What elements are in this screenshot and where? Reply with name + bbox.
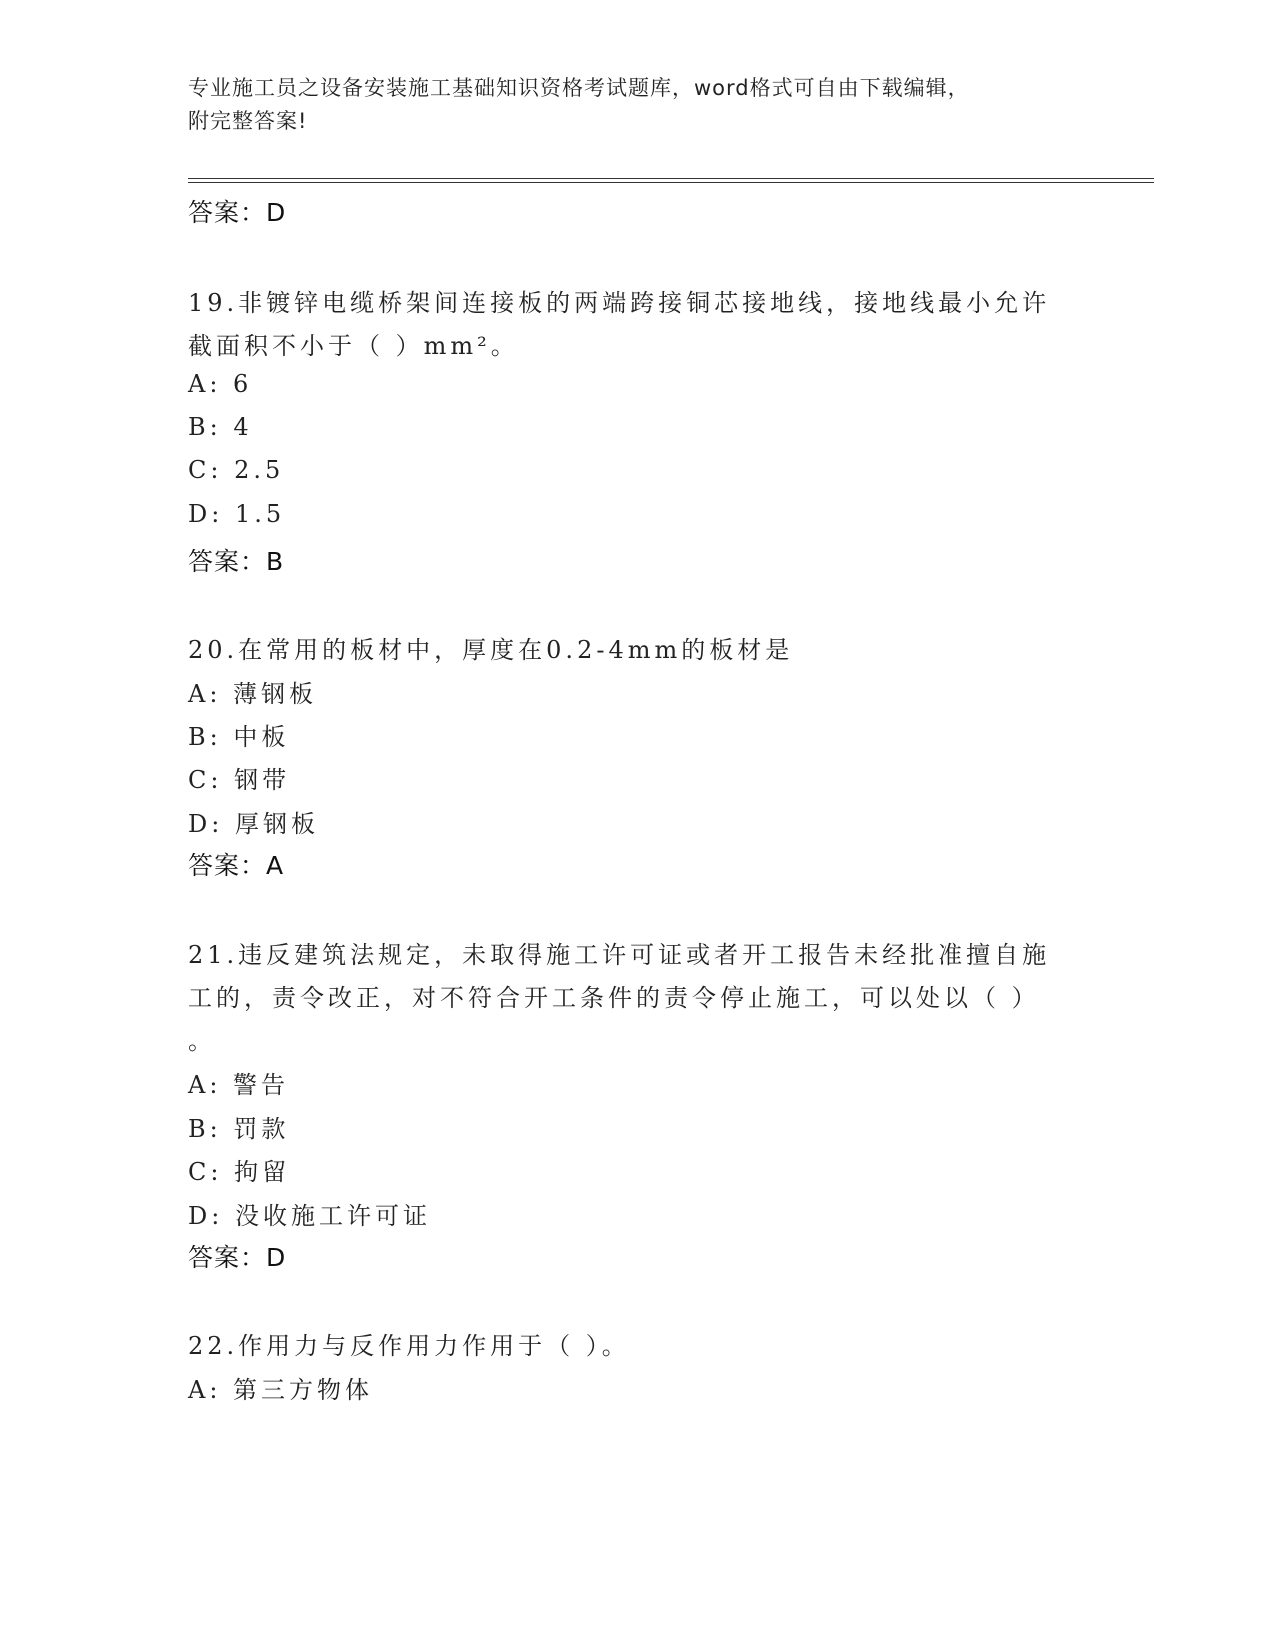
question-21-option-b: B: 罚款	[188, 1115, 290, 1143]
question-21-stem-line-2: 工的，责令改正，对不符合开工条件的责令停止施工，可以处以（ ）	[188, 984, 1040, 1012]
question-21-stem-line-3: 。	[188, 1027, 216, 1055]
question-19-stem-line-1: 19.非镀锌电缆桥架间连接板的两端跨接铜芯接地线，接地线最小允许	[188, 289, 1051, 317]
question-20-option-c: C: 钢带	[188, 766, 291, 794]
header-line-1: 专业施工员之设备安装施工基础知识资格考试题库，word格式可自由下载编辑，	[188, 76, 970, 100]
answer-q18: 答案：D	[188, 198, 287, 227]
question-19-option-a: A: 6	[188, 370, 253, 398]
question-21-option-a: A: 警告	[188, 1071, 290, 1099]
document-header	[188, 72, 1068, 138]
header-divider	[188, 178, 1154, 183]
question-21-option-c: C: 拘留	[188, 1158, 291, 1186]
question-20-stem-line-1: 20.在常用的板材中，厚度在0.2-4mm的板材是	[188, 636, 794, 664]
question-20-option-a: A: 薄钢板	[188, 680, 318, 708]
question-20-option-b: B: 中板	[188, 723, 290, 751]
question-19-option-b: B: 4	[188, 413, 253, 441]
question-19-option-d: D: 1.5	[188, 500, 286, 528]
question-21-stem-line-1: 21.违反建筑法规定，未取得施工许可证或者开工报告未经批准擅自施	[188, 941, 1051, 969]
answer-q21: 答案：D	[188, 1243, 287, 1272]
question-19-option-c: C: 2.5	[188, 456, 285, 484]
question-20-option-d: D: 厚钢板	[188, 810, 319, 838]
question-22-option-a: A: 第三方物体	[188, 1376, 374, 1404]
question-21-option-d: D: 没收施工许可证	[188, 1202, 431, 1230]
question-19-stem-line-2: 截面积不小于（ ）mm²。	[188, 332, 519, 360]
answer-q19: 答案：B	[188, 547, 285, 576]
answer-q20: 答案：A	[188, 851, 285, 880]
header-line-2: 附完整答案!	[188, 109, 308, 133]
question-22-stem-line-1: 22.作用力与反作用力作用于（ ）。	[188, 1332, 630, 1360]
